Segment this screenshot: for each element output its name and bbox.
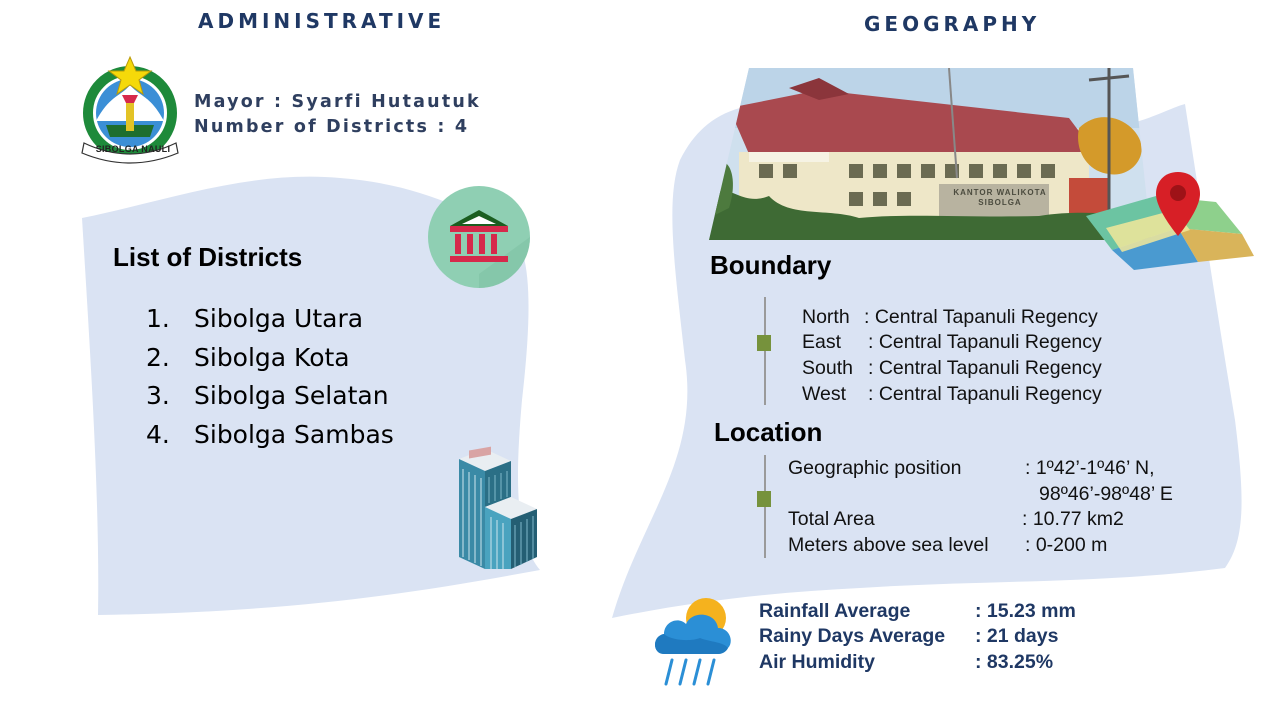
geographic-position-value-2: 98º46’-98º48’ E: [1039, 483, 1173, 505]
boundary-marker: [757, 335, 771, 351]
bank-icon: [428, 186, 530, 288]
elevation-label: Meters above sea level: [788, 534, 989, 556]
boundary-title: Boundary: [710, 250, 832, 280]
list-item: 2. Sibolga Kota: [146, 342, 350, 372]
districts-count-label: Number of Districts : 4: [194, 117, 470, 137]
building-icon: [455, 445, 539, 571]
list-item: 1. Sibolga Utara: [146, 304, 364, 333]
location-marker: [757, 491, 771, 507]
boundary-row-north: North : Central Tapanuli Regency: [802, 306, 1098, 328]
emblem-motto: SIBOLGA NAULI: [95, 144, 171, 154]
districts-list-title: List of Districts: [113, 242, 303, 272]
humidity-value: : 83.25%: [975, 651, 1054, 673]
rainfall-label: Rainfall Average: [759, 600, 911, 622]
rainfall-value: : 15.23 mm: [975, 600, 1076, 622]
boundary-row-east: East : Central Tapanuli Regency: [802, 331, 1102, 353]
rain-cloud-icon: [650, 596, 738, 688]
geographic-position-label: Geographic position: [788, 457, 962, 479]
elevation-value: : 0-200 m: [1025, 534, 1108, 556]
location-title: Location: [714, 417, 823, 447]
rainy-days-label: Rainy Days Average: [759, 625, 946, 647]
districts-list: [146, 300, 394, 454]
administrative-title: ADMINISTRATIVE: [198, 9, 446, 33]
total-area-label: Total Area: [788, 508, 875, 530]
city-hall-photo: [709, 68, 1151, 240]
geographic-position-value: : 1º42’-1º46’ N,: [1025, 457, 1155, 479]
boundary-row-west: West : Central Tapanuli Regency: [802, 383, 1102, 405]
map-pin-icon: [1086, 168, 1254, 270]
rainy-days-value: : 21 days: [975, 625, 1059, 647]
photo-building-sign: KANTOR WALIKOTA SIBOLGA: [953, 188, 1047, 207]
list-item: 3. Sibolga Selatan: [146, 381, 389, 410]
humidity-label: Air Humidity: [759, 651, 875, 673]
mayor-label: Mayor : Syarfi Hutautuk: [194, 92, 481, 112]
boundary-row-south: South : Central Tapanuli Regency: [802, 357, 1102, 379]
geography-title: GEOGRAPHY: [864, 12, 1041, 36]
list-item: 4. Sibolga Sambas: [146, 419, 394, 449]
total-area-value: : 10.77 km2: [1022, 508, 1124, 530]
boundary-divider: [764, 297, 766, 405]
